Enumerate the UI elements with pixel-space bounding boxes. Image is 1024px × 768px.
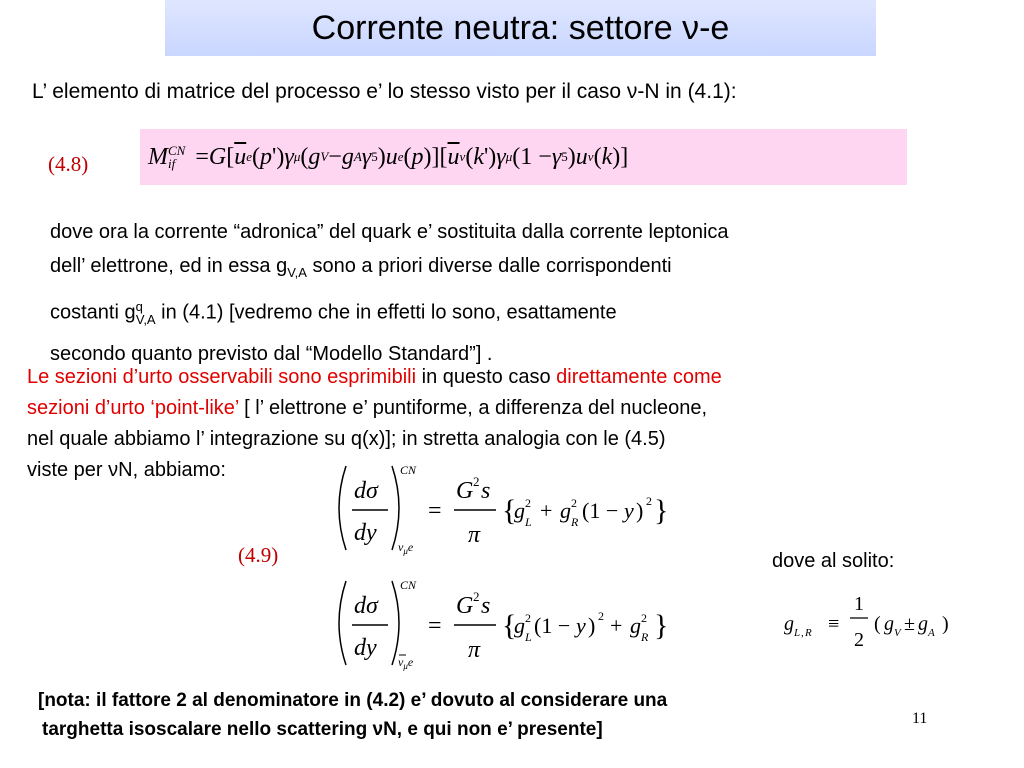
dove-al-solito: dove al solito: bbox=[772, 550, 895, 572]
svg-text:g: g bbox=[918, 613, 928, 635]
para2-line2: sezioni d’urto ‘point-like’ [ l’ elettrone e’ puntiforme, a differenza del nucleone, bbox=[27, 397, 708, 419]
svg-text:1: 1 bbox=[854, 593, 864, 615]
svg-text:): ) bbox=[636, 498, 644, 523]
equation-4-8: M CN if = G [ $\overline{u}$ e ( p ') γ μ ( g V − g A γ 5 ) u e ( p )][ $\overline{u}$ ν ( k ') γ μ (1 − γ 5 ) u ν ( k )] bbox=[140, 129, 907, 185]
svg-text:CN: CN bbox=[400, 578, 417, 592]
svg-text:≡: ≡ bbox=[828, 613, 840, 635]
svg-text:2: 2 bbox=[571, 496, 577, 510]
svg-text:CN: CN bbox=[400, 463, 417, 477]
svg-text:g: g bbox=[514, 498, 525, 523]
svg-text:g: g bbox=[514, 613, 525, 638]
svg-text:R: R bbox=[641, 630, 649, 644]
svg-text:2: 2 bbox=[525, 496, 531, 510]
svg-text:π: π bbox=[468, 637, 481, 663]
svg-text:νμe: $\nu_\mu e$ bbox=[398, 655, 414, 671]
svg-text:2: 2 bbox=[473, 589, 480, 604]
para2-line4: viste per νN, abbiamo: bbox=[27, 459, 226, 481]
svg-text:=: = bbox=[428, 613, 442, 639]
svg-text:R: R bbox=[805, 627, 812, 639]
svg-text:νμe: $\nu_\mu e$ bbox=[398, 540, 414, 556]
svg-text:2: 2 bbox=[854, 629, 864, 651]
svg-text:(1 −: (1 − bbox=[534, 613, 571, 638]
svg-text:g: g bbox=[784, 613, 794, 635]
nota-line1: [nota: il fattore 2 al denominatore in (4.2) e’ dovuto al considerare una bbox=[38, 690, 668, 711]
svg-text:2: 2 bbox=[473, 474, 480, 489]
svg-text:L: L bbox=[525, 515, 532, 529]
svg-text:,: , bbox=[801, 627, 804, 639]
para1-line4: secondo quanto previsto dal “Modello Standard”] . bbox=[50, 342, 493, 365]
svg-text:V: V bbox=[894, 627, 901, 639]
svg-text:}: } bbox=[654, 609, 669, 642]
svg-text:2: 2 bbox=[646, 494, 652, 508]
intro-text: L’ elemento di matrice del processo e’ lo stesso visto per il caso ν-N in (4.1): bbox=[32, 80, 737, 103]
svg-text:2: 2 bbox=[641, 611, 647, 625]
svg-text:R: R bbox=[571, 515, 579, 529]
svg-text:): ) bbox=[942, 613, 949, 635]
nota-box bbox=[38, 686, 667, 744]
svg-text:+: + bbox=[540, 498, 553, 523]
svg-text:y: y bbox=[576, 613, 586, 638]
svg-text:2: 2 bbox=[598, 609, 604, 623]
svg-text:g: g bbox=[630, 613, 641, 638]
svg-text:(1 −: (1 − bbox=[582, 498, 619, 523]
nota-line2: targhetta isoscalare nello scattering νN, e qui non e’ presente] bbox=[42, 719, 603, 740]
equation-label-4-8: (4.8) bbox=[48, 152, 89, 176]
equation-4-9-nu bbox=[328, 458, 688, 558]
page-number: 11 bbox=[912, 710, 928, 727]
svg-text:G: G bbox=[456, 478, 474, 504]
svg-text:A: A bbox=[928, 627, 935, 639]
svg-text:}: } bbox=[654, 494, 669, 527]
para1-line3: costanti $g^q_{V,A}$ in (4.1) [vedremo che in effetti lo sono, esattamente bbox=[50, 299, 617, 327]
svg-text:y: y bbox=[624, 498, 634, 523]
svg-text:g: g bbox=[560, 498, 571, 523]
svg-text:s: s bbox=[481, 478, 491, 504]
svg-text:{: { bbox=[502, 609, 517, 642]
svg-text:=: = bbox=[428, 498, 442, 524]
svg-text:L: L bbox=[525, 630, 532, 644]
svg-text:2: 2 bbox=[525, 611, 531, 625]
svg-text:dy: dy bbox=[354, 635, 377, 661]
para1-line2: dell’ elettrone, ed in essa $g_{V,A}$ sono a priori diverse dalle corrispondenti bbox=[50, 255, 672, 280]
svg-text:(: ( bbox=[874, 613, 881, 635]
svg-text:g: g bbox=[884, 613, 894, 635]
svg-text:): ) bbox=[588, 613, 596, 638]
svg-text:L: L bbox=[794, 627, 801, 639]
slide-title: Corrente neutra: settore ν-e bbox=[311, 8, 730, 47]
svg-text:G: G bbox=[456, 593, 474, 619]
svg-text:dy: dy bbox=[354, 520, 377, 546]
equation-4-9-nubar bbox=[328, 573, 688, 673]
svg-text:±: ± bbox=[904, 613, 915, 635]
svg-text:{: { bbox=[502, 494, 517, 527]
title-banner bbox=[165, 0, 876, 56]
svg-text:s: s bbox=[481, 593, 491, 619]
equation-label-4-9: (4.9) bbox=[238, 543, 279, 567]
svg-text:dσ: dσ bbox=[354, 593, 378, 619]
svg-text:dσ: dσ bbox=[354, 478, 378, 504]
paragraph-corrente bbox=[50, 215, 1020, 371]
para2-line1: Le sezioni d’urto osservabili sono esprimibili in questo caso direttamente come bbox=[27, 366, 722, 388]
equation-gLR bbox=[780, 588, 980, 658]
para1-line1: dove ora la corrente “adronica” del quark e’ sostituita dalla corrente leptonica bbox=[50, 221, 729, 243]
svg-text:π: π bbox=[468, 522, 481, 548]
svg-text:+: + bbox=[610, 613, 623, 638]
para2-line3: nel quale abbiamo l’ integrazione su q(x)]; in stretta analogia con le (4.5) bbox=[27, 428, 666, 450]
